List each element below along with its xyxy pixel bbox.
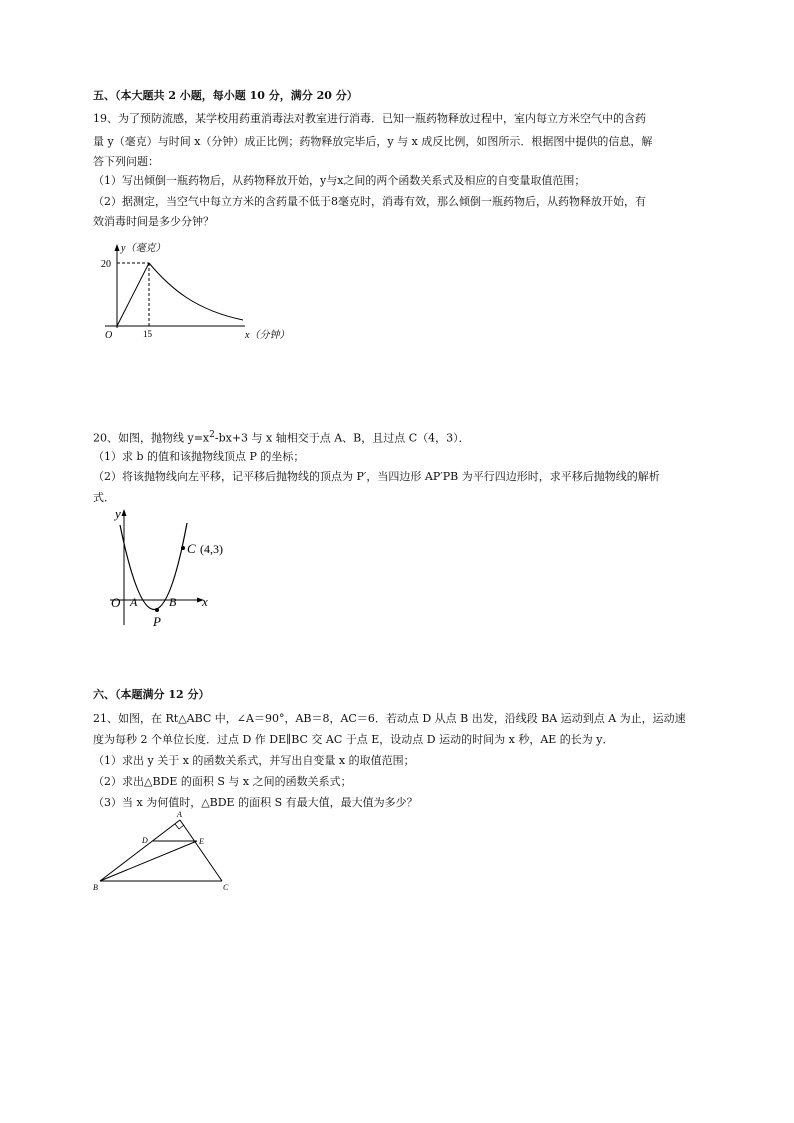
q19-y-tick: 20 — [101, 259, 111, 270]
q21-triangle-figure — [92, 808, 242, 893]
q19-line-5: （2）据测定，当空气中每立方米的含药量不低于8毫克时，消毒有效，那么倾倒一瓶药物后，从药物释放开始，有 — [93, 195, 646, 208]
q21-label-a: A — [177, 810, 182, 819]
q21-label-c: C — [223, 883, 229, 892]
q21-line-3: （1）求出 y 关于 x 的函数关系式，并写出自变量 x 的取值范围； — [93, 754, 415, 767]
q19-line-1: 19、为了预防流感，某学校用药重消毒法对教室进行消毒．已知一瓶药物释放过程中，室内每立方米空气中的含药 — [93, 112, 646, 125]
q19-line-2: 量 y（毫克）与时间 x（分钟）成正比例；药物释放完毕后，y 与 x 成反比例，如图所示．根据图中提供的信息，解 — [93, 135, 653, 148]
q20-label-p: P — [153, 614, 161, 629]
q21-label-e: E — [199, 837, 204, 846]
q21-side-ac — [180, 820, 222, 881]
q20-label-a: A — [130, 595, 138, 609]
q19-y-label: y（毫克） — [121, 243, 166, 254]
q19-line-6: 效消毒时间是多少分钟？ — [93, 215, 214, 228]
q19-y-arrow-icon — [115, 244, 120, 251]
q20-line-3: （2）将该抛物线向左平移，记平移后抛物线的顶点为 P′，当四边形 AP′PB 为平行四边形时，求平移后抛物线的解析 — [93, 470, 660, 483]
q20-line-1 — [93, 428, 470, 446]
q20-x-label: x — [202, 594, 208, 609]
q19-x-tick: 15 — [143, 329, 152, 339]
q21-right-angle-mark — [175, 824, 184, 829]
q19-line-4: （1）写出倾倒一瓶药物后，从药物释放开始，y与x之间的两个函数关系式及相应的自变量取值范围； — [93, 174, 586, 187]
q20-line-4: 式． — [93, 491, 115, 504]
q20-y-label: y — [115, 506, 121, 521]
section-5-heading: 五、（本大题共 2 小题，每小题 10 分，满分 20 分） — [93, 89, 358, 102]
q21-line-5: （3）当 x 为何值时，△BDE 的面积 S 有最大值，最大值为多少？ — [93, 796, 418, 809]
q19-origin: O — [105, 330, 113, 341]
q20-line-1-end: -bx+3 与 x 轴相交于点 A、B，且过点 C（4，3）． — [214, 431, 470, 445]
section-6-heading: 六、（本题满分 12 分） — [93, 688, 210, 701]
q20-point-p-dot — [155, 608, 159, 612]
q20-y-arrow-icon — [122, 509, 127, 516]
q20-origin: O — [111, 595, 121, 610]
q20-exponent: 2 — [209, 430, 215, 440]
q21-segment-be — [100, 841, 197, 881]
q19-concentration-graph — [95, 238, 295, 348]
q20-line-2: （1）求 b 的值和该抛物线顶点 P 的坐标； — [93, 450, 305, 463]
q21-label-d: D — [142, 836, 148, 845]
q19-linear-segment — [117, 263, 149, 326]
q21-line-2: 度为每秒 2 个单位长度．过点 D 作 DE∥BC 交 AC 于点 E，设动点 D 运动的时间为 x 秒，AE 的长为 y． — [93, 733, 614, 746]
q21-line-4: （2）求出△BDE 的面积 S 与 x 之间的函数关系式； — [93, 775, 352, 788]
q19-inverse-curve — [149, 263, 243, 320]
q20-parabola-graph — [105, 505, 235, 635]
q20-label-c-coords: (4,3) — [200, 542, 223, 556]
q20-point-c-dot — [181, 546, 185, 550]
q20-line-1-start: 20、如图，抛物线 y=x — [93, 431, 210, 445]
q20-label-b: B — [169, 595, 177, 609]
q21-side-ba — [100, 820, 180, 881]
q21-line-1: 21、如图，在 Rt△ABC 中，∠A＝90°，AB＝8，AC＝6．若动点 D 从点 B 出发，沿线段 BA 运动到点 A 为止，运动速 — [93, 712, 686, 725]
q20-label-c: C — [187, 541, 196, 556]
q19-line-3: 答下列问题： — [93, 155, 159, 168]
q19-x-label: x（分钟） — [245, 330, 290, 341]
q21-label-b: B — [93, 883, 98, 892]
